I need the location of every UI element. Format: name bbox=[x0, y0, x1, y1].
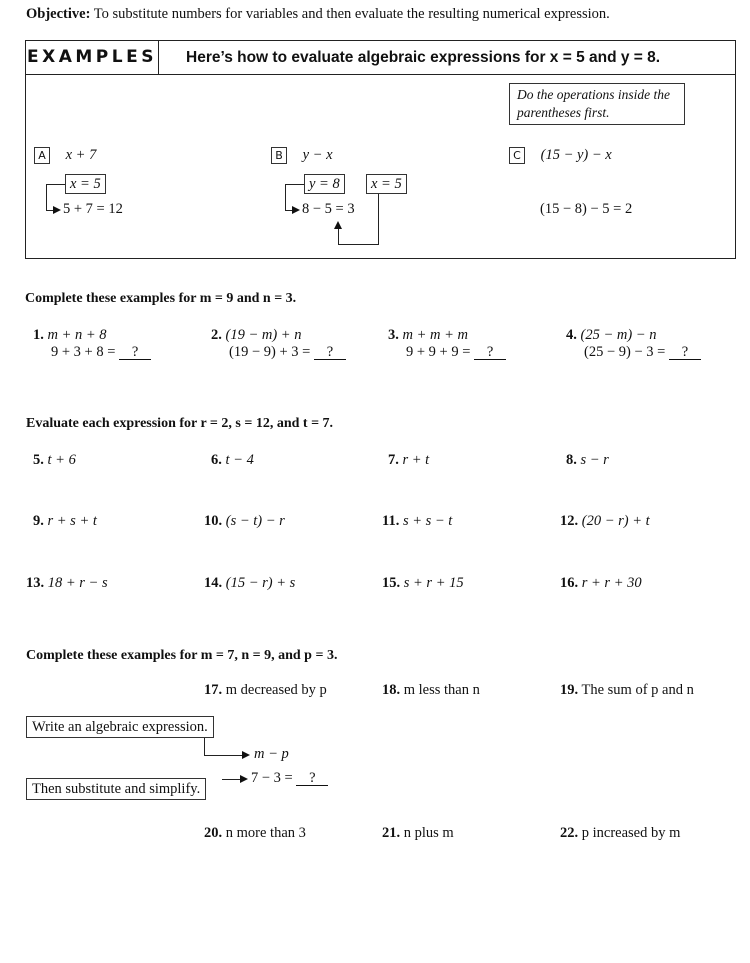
answer-blank[interactable]: ? bbox=[669, 345, 701, 360]
problem-number: 14. bbox=[204, 575, 223, 591]
objective-label: Objective: bbox=[26, 6, 91, 22]
arrow-right-icon bbox=[242, 751, 250, 759]
problem-expression: 18 + r − s bbox=[47, 575, 108, 591]
hint-expression: m − p bbox=[254, 746, 289, 762]
example-c-expression: (15 − y) − x bbox=[540, 147, 612, 163]
problem-22 bbox=[560, 825, 680, 842]
problem-number: 6. bbox=[211, 452, 222, 468]
example-b-header bbox=[271, 147, 333, 164]
parentheses-note: Do the operations inside the parentheses first. bbox=[509, 83, 685, 125]
examples-box bbox=[25, 40, 736, 259]
problem-12 bbox=[560, 513, 650, 530]
example-a-connector bbox=[46, 184, 47, 211]
problem-expression: m + m + m bbox=[402, 327, 468, 343]
problem-3 bbox=[388, 327, 506, 361]
problem-number: 19. bbox=[560, 682, 579, 698]
problem-8 bbox=[566, 452, 609, 469]
problem-number: 10. bbox=[204, 513, 223, 529]
problem-1 bbox=[33, 327, 151, 361]
examples-label: EXAMPLES bbox=[26, 41, 159, 74]
problem-number: 5. bbox=[33, 452, 44, 468]
arrow-right-icon bbox=[53, 206, 61, 214]
problem-2 bbox=[211, 327, 346, 361]
hint-connector bbox=[204, 738, 205, 756]
problem-expression: (20 − r) + t bbox=[581, 513, 650, 529]
problem-14 bbox=[204, 575, 295, 592]
problem-11 bbox=[382, 513, 452, 530]
problem-expression: r + s + t bbox=[47, 513, 97, 529]
problem-number: 4. bbox=[566, 327, 577, 343]
problem-number: 2. bbox=[211, 327, 222, 343]
problem-number: 11. bbox=[382, 513, 400, 529]
problem-number: 13. bbox=[26, 575, 45, 591]
example-a-sub-box: x = 5 bbox=[65, 174, 106, 194]
examples-title: Here’s how to evaluate algebraic expressions for x = 5 and y = 8. bbox=[186, 49, 661, 66]
problem-number: 9. bbox=[33, 513, 44, 529]
problem-text: n more than 3 bbox=[225, 825, 306, 841]
problem-substitution: 9 + 3 + 8 = bbox=[51, 344, 116, 360]
problem-6 bbox=[211, 452, 254, 469]
problem-text: p increased by m bbox=[581, 825, 681, 841]
example-b-sub-box-y: y = 8 bbox=[304, 174, 345, 194]
problem-expression: s − r bbox=[580, 452, 609, 468]
problem-text: m decreased by p bbox=[225, 682, 327, 698]
problem-text: The sum of p and n bbox=[581, 682, 694, 698]
examples-header bbox=[26, 41, 735, 75]
problem-4 bbox=[566, 327, 701, 361]
example-c-result: (15 − 8) − 5 = 2 bbox=[540, 201, 633, 217]
problem-text: n plus m bbox=[403, 825, 454, 841]
example-a-tag: A bbox=[34, 147, 50, 164]
example-c-tag: C bbox=[509, 147, 525, 164]
problem-number: 3. bbox=[388, 327, 399, 343]
example-b-connector bbox=[378, 194, 379, 245]
hint-connector bbox=[222, 779, 242, 780]
objective-line bbox=[26, 6, 610, 23]
example-b-sub-box-x: x = 5 bbox=[366, 174, 407, 194]
answer-blank[interactable]: ? bbox=[314, 345, 346, 360]
problem-expression: m + n + 8 bbox=[47, 327, 107, 343]
problem-text: m less than n bbox=[403, 682, 480, 698]
problem-19 bbox=[560, 682, 694, 699]
problem-number: 16. bbox=[560, 575, 579, 591]
answer-blank[interactable]: ? bbox=[119, 345, 151, 360]
problem-substitution: (19 − 9) + 3 = bbox=[229, 344, 311, 360]
example-b-result: 8 − 5 = 3 bbox=[302, 201, 355, 217]
problem-13 bbox=[26, 575, 108, 592]
problem-number: 1. bbox=[33, 327, 44, 343]
problem-20 bbox=[204, 825, 306, 842]
problem-number: 8. bbox=[566, 452, 577, 468]
problem-21 bbox=[382, 825, 454, 842]
problem-9 bbox=[33, 513, 97, 530]
problem-15 bbox=[382, 575, 464, 592]
example-a-header bbox=[34, 147, 96, 164]
problem-7 bbox=[388, 452, 429, 469]
problem-16 bbox=[560, 575, 642, 592]
problem-expression: s + r + 15 bbox=[403, 575, 464, 591]
problem-number: 21. bbox=[382, 825, 401, 841]
example-b-connector bbox=[338, 228, 339, 245]
problem-10 bbox=[204, 513, 285, 530]
problem-number: 17. bbox=[204, 682, 223, 698]
arrow-up-icon bbox=[334, 221, 342, 229]
problem-expression: t − 4 bbox=[225, 452, 254, 468]
problem-expression: r + t bbox=[402, 452, 430, 468]
hint-calculation-text: 7 − 3 = bbox=[251, 770, 293, 786]
objective-text: To substitute numbers for variables and then evaluate the resulting numerical expression. bbox=[93, 6, 610, 22]
problem-number: 22. bbox=[560, 825, 579, 841]
problem-18 bbox=[382, 682, 480, 699]
hint-calculation bbox=[251, 770, 328, 787]
example-c-header bbox=[509, 147, 612, 164]
example-a-connector bbox=[46, 184, 65, 185]
problem-substitution: 9 + 9 + 9 = bbox=[406, 344, 471, 360]
problem-number: 15. bbox=[382, 575, 401, 591]
problem-substitution: (25 − 9) − 3 = bbox=[584, 344, 666, 360]
problem-5 bbox=[33, 452, 76, 469]
problem-expression: (25 − m) − n bbox=[580, 327, 657, 343]
write-expression-hint: Write an algebraic expression. bbox=[26, 716, 214, 738]
problem-17 bbox=[204, 682, 327, 699]
problem-expression: (19 − m) + n bbox=[225, 327, 302, 343]
problem-expression: r + r + 30 bbox=[581, 575, 642, 591]
problem-number: 20. bbox=[204, 825, 223, 841]
example-b-expression: y − x bbox=[302, 147, 333, 163]
problem-expression: t + 6 bbox=[47, 452, 76, 468]
problem-expression: s + s − t bbox=[402, 513, 453, 529]
problem-number: 12. bbox=[560, 513, 579, 529]
substitute-simplify-hint: Then substitute and simplify. bbox=[26, 778, 206, 800]
section-3-heading: Complete these examples for m = 7, n = 9, and p = 3. bbox=[26, 648, 338, 663]
hint-connector bbox=[204, 755, 244, 756]
problem-number: 7. bbox=[388, 452, 399, 468]
example-b-connector bbox=[338, 244, 379, 245]
problem-number: 18. bbox=[382, 682, 401, 698]
section-1-heading: Complete these examples for m = 9 and n = 3. bbox=[25, 291, 297, 306]
example-b-tag: B bbox=[271, 147, 287, 164]
example-b-connector bbox=[285, 184, 286, 211]
example-a-expression: x + 7 bbox=[65, 147, 97, 163]
answer-blank[interactable]: ? bbox=[474, 345, 506, 360]
example-b-connector bbox=[285, 184, 304, 185]
answer-blank[interactable]: ? bbox=[296, 771, 328, 786]
arrow-right-icon bbox=[240, 775, 248, 783]
example-a-result: 5 + 7 = 12 bbox=[63, 201, 123, 217]
section-2-heading: Evaluate each expression for r = 2, s = 12, and t = 7. bbox=[26, 416, 334, 431]
problem-expression: (s − t) − r bbox=[225, 513, 285, 529]
problem-expression: (15 − r) + s bbox=[225, 575, 296, 591]
arrow-right-icon bbox=[292, 206, 300, 214]
